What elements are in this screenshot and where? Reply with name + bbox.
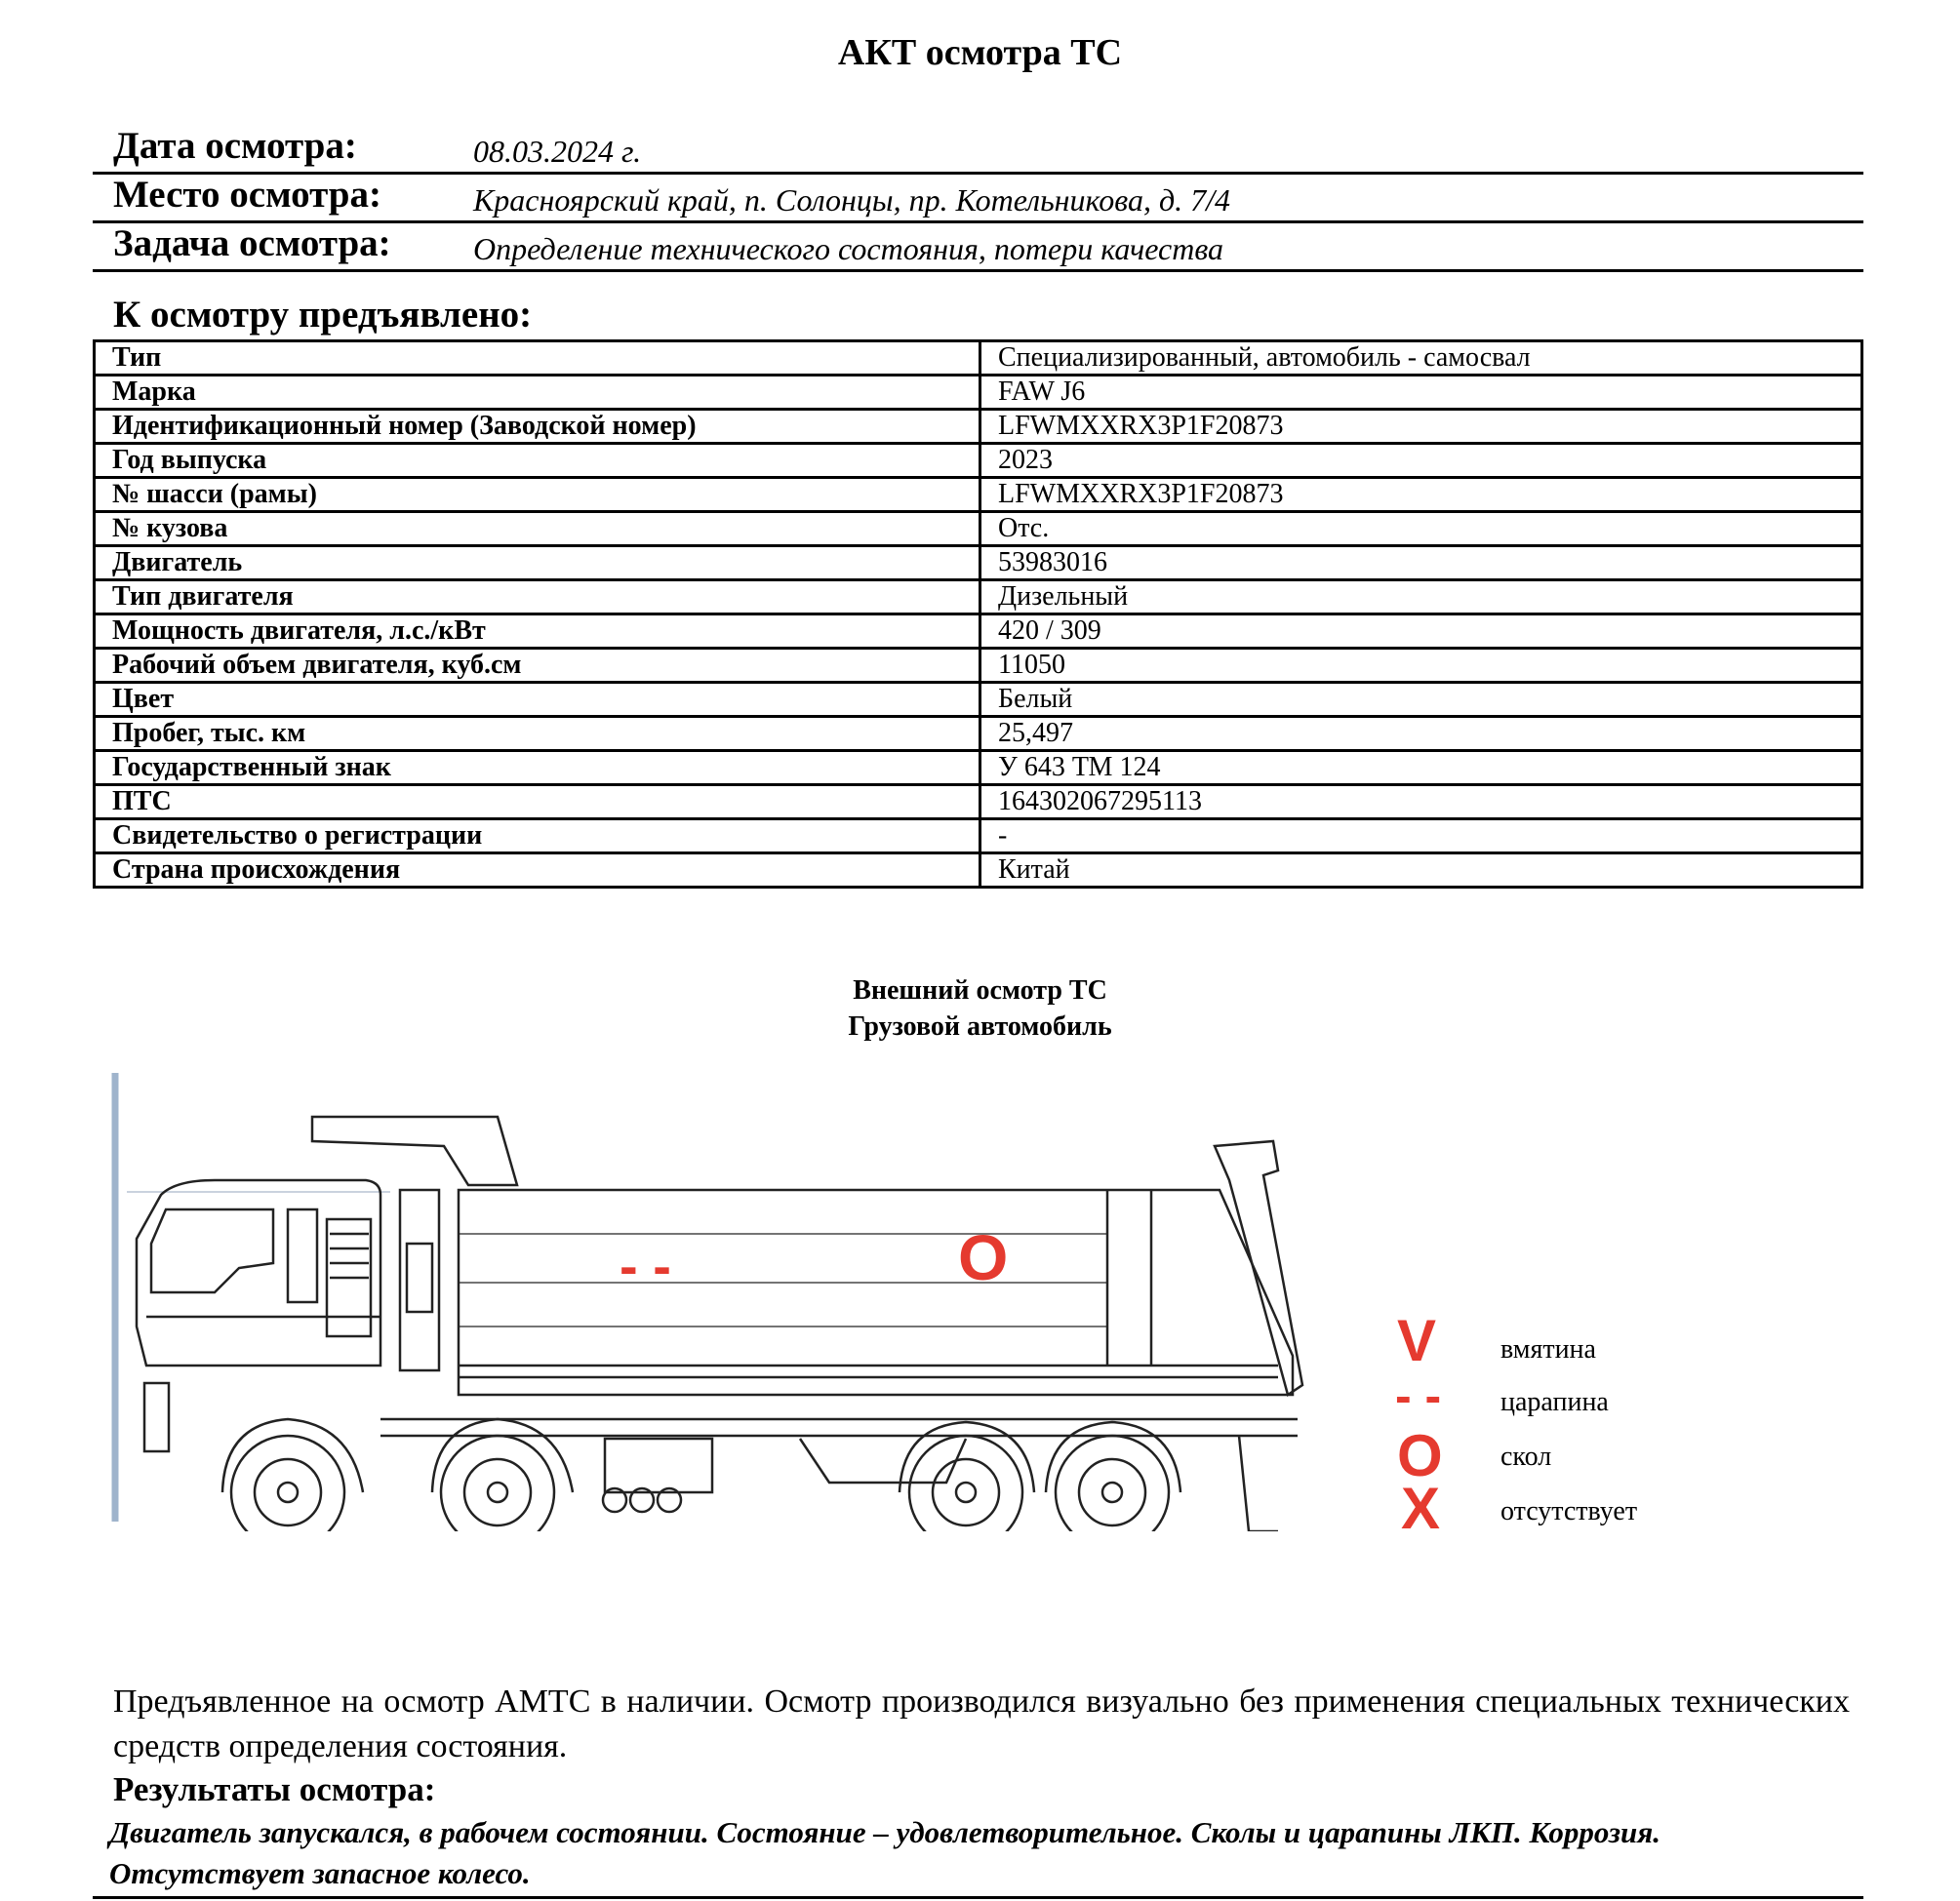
spec-value: Белый: [980, 683, 1862, 717]
table-row: [95, 853, 1862, 888]
bottom-divider: [93, 1896, 1863, 1899]
results-text: Двигатель запускался, в рабочем состоянии. Состояние – удовлетворительное. Сколы и царапины ЛКП. Коррозия. Отсутствует запасное колесо.: [109, 1815, 1660, 1890]
table-row: [95, 478, 1862, 512]
spec-key: Свидетельство о регистрации: [95, 819, 980, 853]
legend-missing-symbol: X: [1401, 1476, 1441, 1541]
vehicle-spec-table: [93, 339, 1863, 889]
place-value: Красноярский край, п. Солонцы, пр. Котельникова, д. 7/4: [473, 182, 1231, 218]
scratch-mark: - -: [620, 1235, 671, 1296]
document-title: АКТ осмотра ТС: [837, 32, 1123, 73]
spec-value: 164302067295113: [980, 785, 1862, 819]
task-value: Определение технического состояния, потери качества: [473, 231, 1223, 266]
spec-key: Год выпуска: [95, 444, 980, 478]
legend-chip-symbol: O: [1397, 1423, 1443, 1488]
table-row: [95, 751, 1862, 785]
chip-mark: O: [958, 1221, 1009, 1293]
spec-value: 25,497: [980, 717, 1862, 751]
legend-scratch-label: царапина: [1500, 1387, 1609, 1417]
spec-value: Специализированный, автомобиль - самосвал: [980, 341, 1862, 376]
spec-key: Рабочий объем двигателя, куб.см: [95, 649, 980, 683]
legend-dent-symbol: V: [1397, 1308, 1437, 1373]
spec-value: У 643 ТМ 124: [980, 751, 1862, 785]
table-row: [95, 512, 1862, 546]
spec-key: № кузова: [95, 512, 980, 546]
spec-value: -: [980, 819, 1862, 853]
table-row: [95, 683, 1862, 717]
inspection-paragraph: Предъявленное на осмотр АМТС в наличии. Осмотр производился визуально без применения специальных технических средств определения состояния.: [113, 1683, 1850, 1764]
place-label: Место осмотра:: [113, 174, 381, 216]
spec-value: 420 / 309: [980, 614, 1862, 649]
spec-key: Двигатель: [95, 546, 980, 580]
results-title: Результаты осмотра:: [113, 1770, 436, 1808]
legend-missing-label: отсутствует: [1500, 1496, 1638, 1526]
spec-value: LFWMXXRX3P1F20873: [980, 478, 1862, 512]
spec-value: 53983016: [980, 546, 1862, 580]
header-row-task: [93, 224, 1863, 272]
table-row: [95, 649, 1862, 683]
inspection-subtitle: Грузовой автомобиль: [848, 1011, 1112, 1042]
spec-value: FAW J6: [980, 376, 1862, 410]
date-value: 08.03.2024 г.: [473, 134, 642, 169]
table-row: [95, 444, 1862, 478]
spec-key: Тип двигателя: [95, 580, 980, 614]
legend-chip-label: скол: [1500, 1442, 1552, 1472]
spec-key: Тип: [95, 341, 980, 376]
table-row: [95, 376, 1862, 410]
header-row-date: [93, 127, 1863, 175]
spec-value: Дизельный: [980, 580, 1862, 614]
spec-key: Мощность двигателя, л.с./кВт: [95, 614, 980, 649]
spec-key: Государственный знак: [95, 751, 980, 785]
spec-key: Страна происхождения: [95, 853, 980, 888]
spec-key: № шасси (рамы): [95, 478, 980, 512]
inspection-title: Внешний осмотр ТС: [853, 975, 1107, 1006]
table-row: [95, 717, 1862, 751]
spec-value: 2023: [980, 444, 1862, 478]
spec-key: Марка: [95, 376, 980, 410]
truck-diagram: [107, 1073, 1366, 1531]
task-label: Задача осмотра:: [113, 222, 391, 264]
table-row: [95, 546, 1862, 580]
legend-dent-label: вмятина: [1500, 1334, 1596, 1365]
legend-scratch-symbol: - -: [1395, 1368, 1442, 1423]
table-row: [95, 614, 1862, 649]
date-label: Дата осмотра:: [113, 125, 357, 167]
spec-key: Цвет: [95, 683, 980, 717]
table-row: [95, 410, 1862, 444]
table-row: [95, 580, 1862, 614]
table-row: [95, 819, 1862, 853]
spec-key: ПТС: [95, 785, 980, 819]
spec-value: Отс.: [980, 512, 1862, 546]
spec-key: Идентификационный номер (Заводской номер): [95, 410, 980, 444]
spec-value: Китай: [980, 853, 1862, 888]
header-row-place: [93, 176, 1863, 223]
spec-value: LFWMXXRX3P1F20873: [980, 410, 1862, 444]
table-row: [95, 785, 1862, 819]
section-title: К осмотру предъявлено:: [113, 294, 533, 336]
spec-value: 11050: [980, 649, 1862, 683]
spec-key: Пробег, тыс. км: [95, 717, 980, 751]
table-row: [95, 341, 1862, 376]
